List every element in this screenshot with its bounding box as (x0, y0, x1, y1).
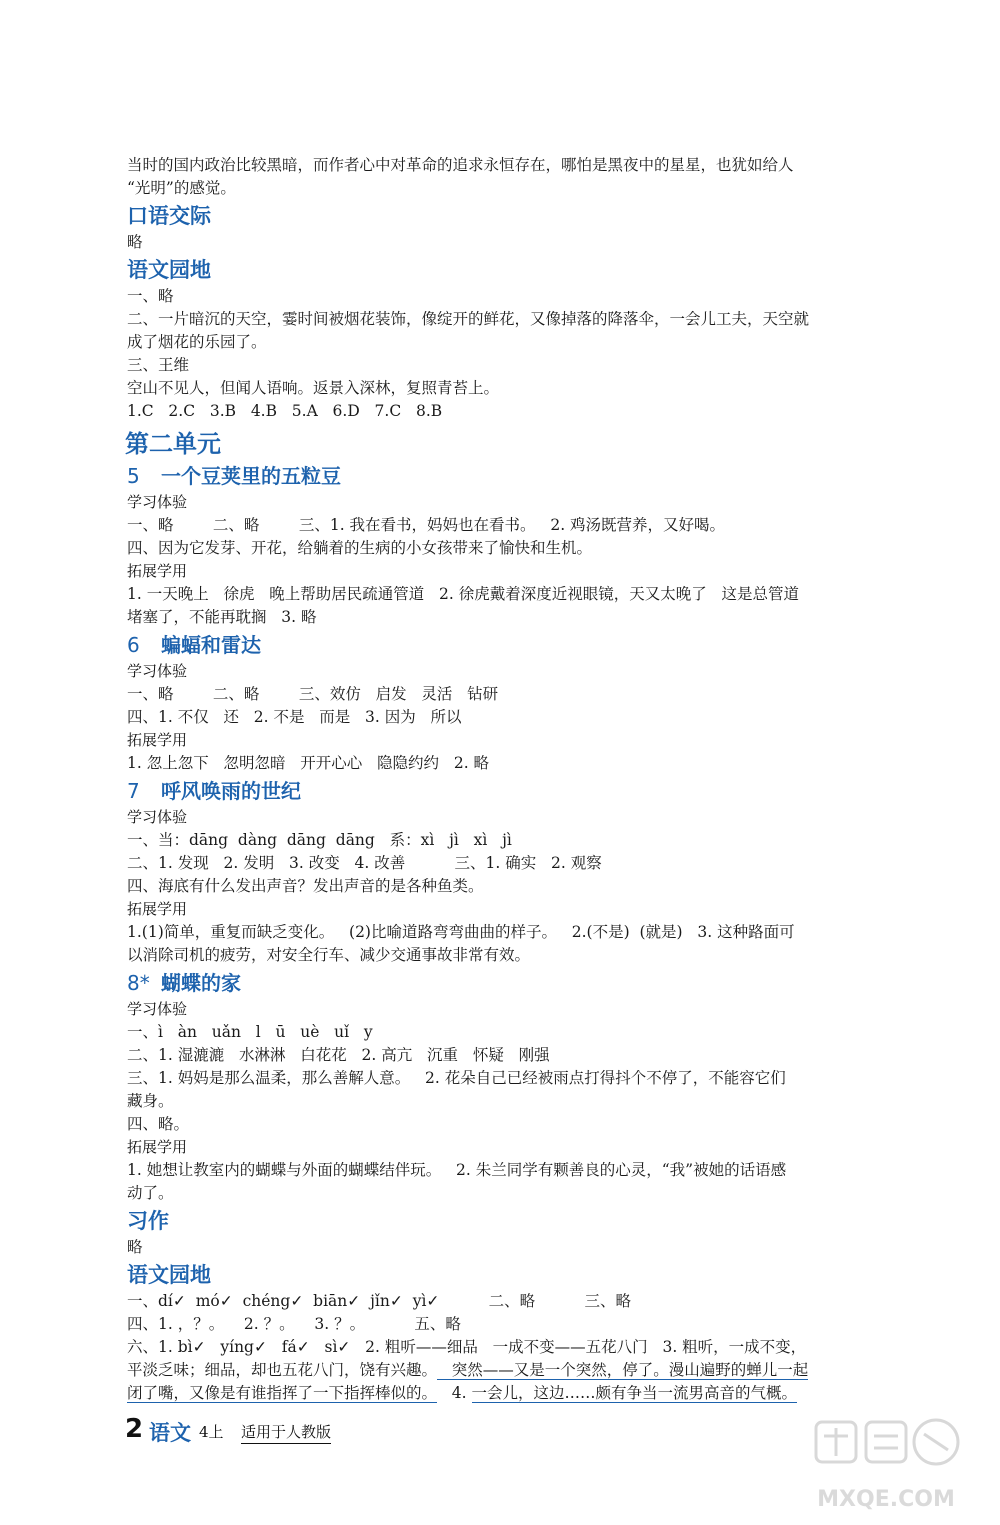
text-line: 四、1. ，？。 2. ？。 3. ？。 五、略 (127, 1315, 461, 1333)
text-line: 四、海底有什么发出声音？发出声音的是各种鱼类。 (127, 877, 484, 895)
text-line: 二、1. 发现 2. 发明 3. 改变 4. 改善 三、1. 确实 2. 观察 (127, 854, 602, 872)
text-line: 四、因为它发芽、开花，给躺着的生病的小女孩带来了愉快和生机。 (127, 539, 593, 557)
subheading: 学习体验 (127, 1000, 188, 1018)
lesson-number: 7 (127, 779, 140, 803)
underlined-answer: 闭了嘴，又像是有谁指挥了一下指挥棒似的。 (127, 1384, 438, 1402)
text-line: 六、1. bì✓ yíng✓ fá✓ sì✓ 2. 粗听——细品 一成不变——五花八门 3. 粗听，一成不变， (127, 1338, 807, 1356)
footer-subject: 语文 (149, 1421, 191, 1445)
subheading: 拓展学用 (127, 1138, 188, 1156)
subheading: 学习体验 (127, 808, 188, 826)
lesson-heading-6 (127, 630, 912, 660)
text-line: 一、dí✓ mó✓ chéng✓ biān✓ jǐn✓ yì✓ 二、略 三、略 (127, 1292, 631, 1310)
lesson-number: 6 (127, 633, 140, 657)
watermark-stroke (924, 1434, 948, 1450)
section-heading-oral: 口语交际 (127, 204, 211, 228)
text-line: 三、1. 妈妈是那么温柔，那么善解人意。 2. 花朵自己已经被雨点打得抖个不停了，不能容它们 (127, 1069, 786, 1087)
text-line: 动了。 (127, 1184, 174, 1202)
text-line: 三、王维 (127, 356, 190, 374)
text-line: 一、当：dāng dàng dāng dāng 系：xì jì xì jì (127, 831, 512, 849)
watermark-glyph-box (866, 1422, 906, 1462)
text-line: 堵塞了，不能再耽搁 3. 略 (127, 608, 317, 626)
subheading: 学习体验 (127, 662, 188, 680)
text-line: “光明”的感觉。 (127, 179, 236, 197)
text-line: 二、1. 湿漉漉 水淋淋 白花花 2. 高亢 沉重 怀疑 刚强 (127, 1046, 550, 1064)
text-line: 略 (127, 1238, 143, 1256)
text-line: 当时的国内政治比较黑暗，而作者心中对革命的追求永恒存在，哪怕是黑夜中的星星，也犹如给人 (127, 156, 794, 174)
section-heading-garden: 语文园地 (127, 258, 211, 282)
text-line: 1. 她想让教室内的蝴蝶与外面的蝴蝶结伴玩。 2. 朱兰同学有颗善良的心灵，“我”被她的话语感 (127, 1161, 787, 1179)
footer-grade: 4上 (199, 1423, 224, 1441)
page-content (127, 154, 912, 1405)
text-line: 1. 一天晚上 徐虎 晚上帮助居民疏通管道 2. 徐虎戴着深度近视眼镜，天又太晚了 这是总管道 (127, 585, 800, 603)
lesson-heading-8 (127, 968, 912, 998)
footer-edition: 适用于人教版 (241, 1421, 331, 1444)
text-line (127, 1382, 912, 1405)
section-heading-garden-2: 语文园地 (127, 1263, 211, 1287)
text-line: 1. 忽上忽下 忽明忽暗 开开心心 隐隐约约 2. 略 (127, 754, 490, 772)
unit-heading: 第二单元 (125, 430, 221, 458)
subheading: 拓展学用 (127, 900, 188, 918)
lesson-heading-5 (127, 461, 912, 491)
lesson-number: 5 (127, 464, 140, 488)
text-line: 1.(1)简单，重复而缺乏变化。 (2)比喻道路弯弯曲曲的样子。 2.(不是) (就是) 3. 这种路面可 (127, 923, 795, 941)
lesson-title: 呼风唤雨的世纪 (161, 779, 301, 803)
underlined-answer: 一会儿，这边……颇有争当一流男高音的气概。 (471, 1384, 798, 1402)
text-line: 略 (127, 233, 143, 251)
text-line: 藏身。 (127, 1092, 174, 1110)
lesson-heading-7 (127, 776, 912, 806)
underlined-answer: 突然——又是一个突然，停了。漫山遍野的蝉儿一起 (437, 1361, 809, 1379)
lesson-title: 蝴蝶的家 (161, 971, 241, 995)
text-line: 以消除司机的疲劳，对安全行车、减少交通事故非常有效。 (127, 946, 531, 964)
text-line: 四、略。 (127, 1115, 190, 1133)
section-heading-writing: 习作 (127, 1209, 169, 1233)
text-line: 一、略 二、略 三、效仿 启发 灵活 钻研 (127, 685, 499, 703)
text-line (127, 1359, 912, 1382)
text-line: 一、ì àn uǎn l ū uè uǐ y (127, 1023, 373, 1041)
text-line: 一、略 (127, 287, 174, 305)
subheading: 拓展学用 (127, 562, 188, 580)
lesson-number: 8* (127, 971, 150, 995)
text-segment: 平淡乏味；细品，却也五花八门，饶有兴趣。 (127, 1361, 438, 1379)
text-line: 成了烟花的乐园了。 (127, 333, 267, 351)
lesson-title: 一个豆荚里的五粒豆 (161, 464, 341, 488)
text-line: 1.C 2.C 3.B 4.B 5.A 6.D 7.C 8.B (127, 402, 443, 420)
lesson-title: 蝙蝠和雷达 (161, 633, 261, 657)
subheading: 学习体验 (127, 493, 188, 511)
watermark-logo (806, 1414, 966, 1524)
text-segment: 4. (437, 1384, 472, 1402)
text-line: 一、略 二、略 三、1. 我在看书，妈妈也在看书。 2. 鸡汤既营养，又好喝。 (127, 516, 726, 534)
watermark-text: MXQE.COM (817, 1487, 955, 1512)
text-line: 四、1. 不仅 还 2. 不是 而是 3. 因为 所以 (127, 708, 462, 726)
page-number: 2 (125, 1414, 144, 1444)
text-line: 空山不见人，但闻人语响。返景入深林，复照青苔上。 (127, 379, 500, 397)
subheading: 拓展学用 (127, 731, 188, 749)
text-line: 二、一片暗沉的天空，霎时间被烟花装饰，像绽开的鲜花，又像掉落的降落伞，一会儿工夫，天空就 (127, 310, 810, 328)
